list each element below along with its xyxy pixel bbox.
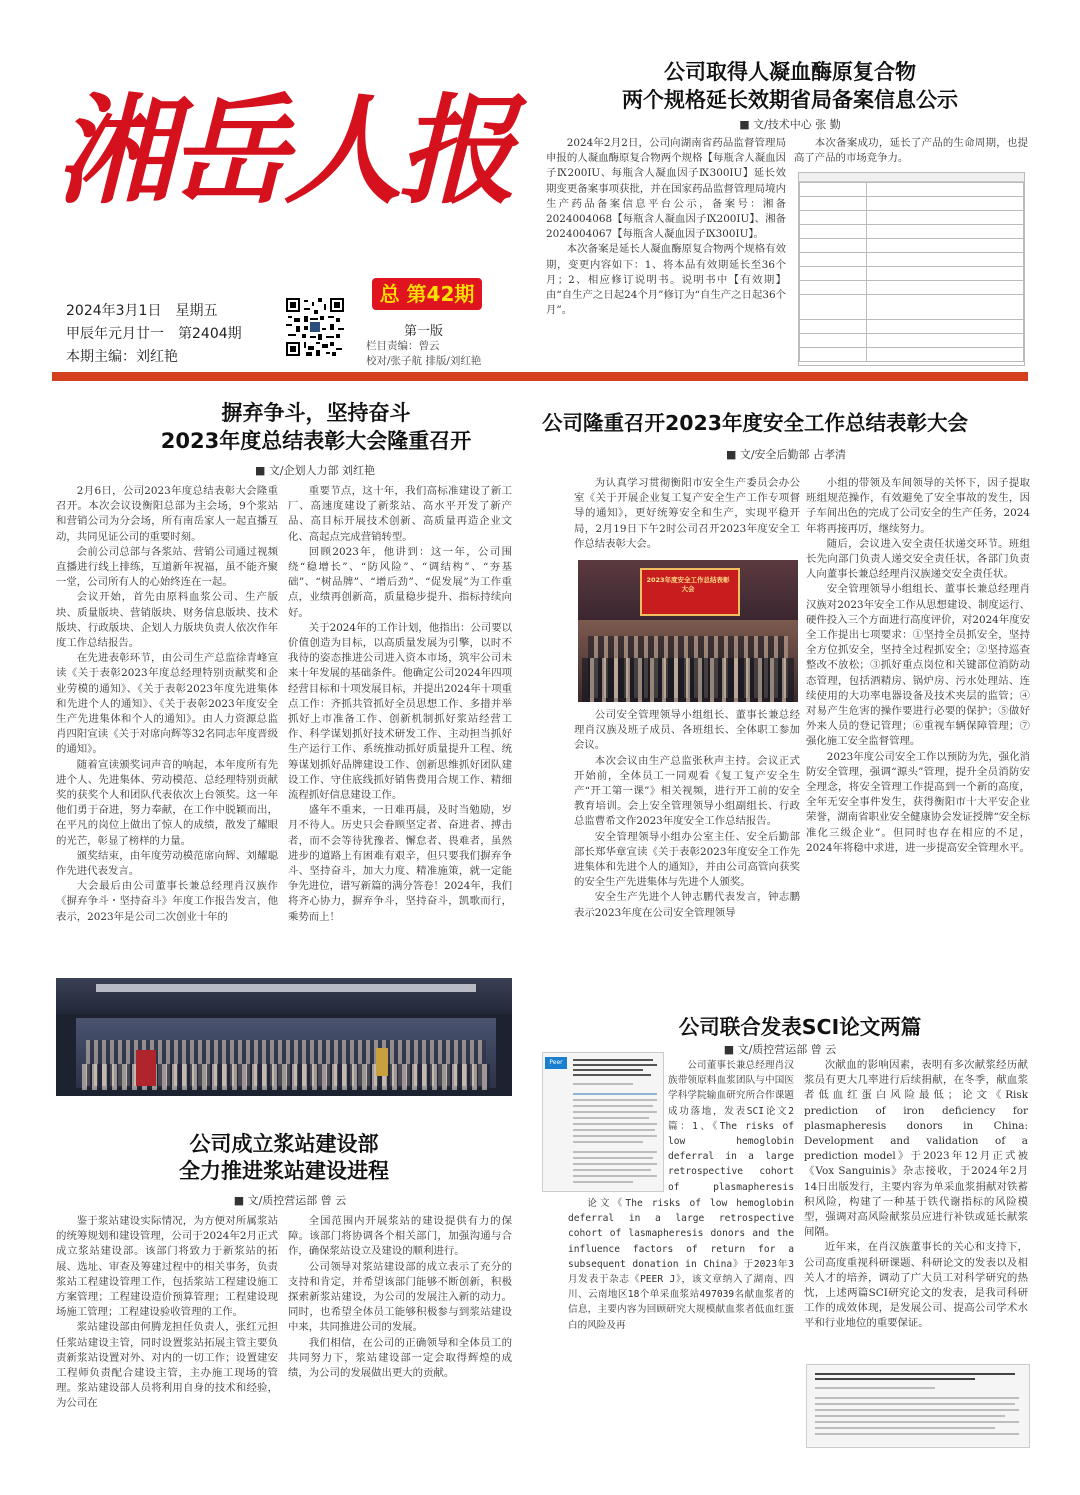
safety-col1-top: 为认真学习贯彻衡阳市安全生产委员会办公室《关于开展企业复工复产安全生产工作专项督导的通知》，更好统筹安全和生产，实现平稳开局，2月19日下午2时公司召开2023年度安全工作总结表彰大会。 (574, 477, 800, 550)
page-number: 第一版 (404, 324, 444, 339)
sci-col1: 公司董事长兼总经理肖汉族带领原料血浆团队与中国医学科学院输血研究所合作课题成功落地，发表SCI论文2篇：1、《The risks of low hemoglobin deferral in a large retrospective cohort of plasmapheresis (668, 1060, 794, 1193)
column-editor: 栏目责编：曾云 (366, 340, 440, 352)
stage-screen-text: 2023年度安全工作总结表彰大会 (646, 576, 730, 593)
safety-meeting-photo (578, 560, 798, 702)
safety-byline: ■ 文/安全后勤部 占孝清 (725, 448, 847, 461)
article-body-left: 2024年2月2日，公司向湖南省药品监督管理局申报的人凝血酶原复合物两个规格【每瓶含人凝血因子Ⅸ200IU、每瓶含人凝血因子Ⅸ300IU】延长效期变更备案事项获批，并在国家药品监督管理局境内生产药品备案信息平台公示，备案号：湘备2024004068【每瓶含人凝血因子Ⅸ200IU】、湘备2024004067【每瓶含人凝血因子Ⅸ300IU】。 本次备案是延长人凝血酶原复合物两个规格有效期，变更内容如下：1、将本品有效期延长至36个月；2、相应修订说明书。说明书中【有效期】由“自生产之日起24个月”修订为“自生产之日起36个月”。 (546, 137, 786, 317)
summary-byline: ■ 文/企划人力部 刘红艳 (254, 464, 376, 477)
safety-col1-bottom: 公司安全管理领导小组组长、董事长兼总经理肖汉族及班子成员、各班组长、全体职工参加会议。 本次会议由生产总监张秋声主持。会议正式开始前，全体员工一同观看《复工复产安全生产“开工第一课”》相关视频，进行开工前的安全教育培训。会上安全管理领导小组副组长、行政总监曹希文作2023年度安全工作总结报告。 安全管理领导小组办公室主任、安全后勤部部长郑华章宣读《关于表彰2023年度安全工作先进集体和先进个人的通知》，并由公司高管向获奖的安全生产先进集体与先进个人颁奖。 安全生产先进个人钟志鹏代表发言，钟志鹏表示2023年度在公司安全管理领导 (574, 709, 800, 919)
summary-col1: 2月6日，公司2023年度总结表彰大会隆重召开。本次会议设衡阳总部为主会场，9个浆站和营销公司为分会场，所有南岳家人一起直播互动，共同见证公司的重要时刻。 会前公司总部与各浆站、营销公司通过视频直播进行线上排练，互道新年祝福，虽不能齐聚一堂，公司所有人的心始终连在一起。 会议开始，首先由原料血浆公司、生产版块、质量版块、营销版块、财务信息版块、技术版块、行政版块、企划人力版块负责人依次作年度工作总结报告。 在先进表彰环节，由公司生产总监徐青峰宣读《关于表彰2023年度总经理特别贡献奖和企业劳模的通知》、《关于表彰2023年度先进集体和先进个人的通知》、《关于表彰2023年度安全生产先进集体和个人的通知》。由人力资源总监肖四阳宣读《关于对席向辉等32名同志年度晋级的通知》。 随着宣读颁奖词声音的响起，本年度所有先进个人、先进集体、劳动模范、总经理特别贡献奖的获奖个人和团队代表依次上台领奖。这一年他们勇于奋进，努力奉献，在工作中脱颖而出，在平凡的岗位上做出了惊人的成绩，散发了耀眼的光芒，彰显了榜样的力量。 颁奖结束，由年度劳动模范席向辉、刘耀聪作先进代表发言。 大会最后由公司董事长兼总经理肖汉族作《摒弃争斗・坚持奋斗》年度工作报告发言，他表示，2023年是公司二次创业十年的 (56, 485, 278, 923)
chief-editor: 本期主编：刘红艳 (66, 349, 178, 365)
article-byline: ■ 文/技术中心 张 勤 (739, 118, 841, 131)
paper-thumbnail (542, 1052, 664, 1192)
sci-col2: 次献血的影响因素，表明有多次献浆经历献浆员有更大几率进行后续捐献，在冬季，献血浆者低血红蛋白风险最低；论文《Risk prediction of iron deficiency for plasmapheresis donors in China: Development and validation of a prediction model》于2023年12月正式被《Vox Sanguinis》杂志接收，于2024年2月14日出版发行，主要内容为单采血浆捐献对铁蓄积风险，构建了一种基于铁代谢指标的风险模型，强调对高风险献浆员应进行补铁或延长献浆间隔。 近年来，在肖汉族董事长的关心和支持下，公司高度重视科研课题、科研论文的发表以及相关人才的培养，调动了广大员工对科学研究的热忱，上述两篇SCI研究论文的发表，是我司科研工作的成效体现，是发展公司、提高公司学术水平和行业地位的重要保证。 (804, 1059, 1028, 1330)
qr-code (286, 298, 344, 356)
journal-tag: Peer (545, 1057, 567, 1069)
station-col1: 鉴于浆站建设实际情况，为方便对所属浆站的统筹规划和建设管理，公司于2024年2月正式成立浆站建设部。该部门将致力于新浆站的拓展、选址、审查及筹建过程中的相关事务，负责浆站工程建设管理工作，包括浆站工程建设施工方案管理；工程建设造价预算管理；工程建设现场施工管理；工程建设验收管理的工作。 浆站建设部由何腾龙担任负责人，张红元担任浆站建设主管，同时设置浆站拓展主管主要负责新浆站设置对外、对内的一切工作；设置建安工程师负责配合建设主管，主办施工现场的管理。浆站建设部人员将利用自身的技术和经验，为公司在 (56, 1215, 278, 1410)
meeting-hall-photo (56, 978, 512, 1096)
summary-title-line1: 摒弃争斗，坚持奋斗 (221, 401, 411, 425)
sci-col1-lower: 论文《The risks of low hemoglobin deferral in a large retrospective cohort of lasmapheresis donors and the influence factors of return for a subsequent donation in China》于2023年3月发表于杂志《PEER J》，该文章纳入了湖南、四川、云南地区18个单采血浆站497039名献血浆者的信息，主要内容为回顾研究大规模献血浆者低血红蛋白的风险及再 (568, 1198, 794, 1331)
paper-thumbnail-2 (806, 1364, 1030, 1448)
station-title-line2: 全力推进浆站建设进程 (179, 1159, 389, 1183)
summary-col2: 重要节点，这十年，我们高标准建设了新工厂、高速度建设了新浆站、高水平开发了新产品、高目标开展技术创新、高质量再造企业文化、高起点完成营销转型。 回顾2023年，他讲到：这一年，公司围绕“稳增长”、“防风险”、“调结构”、“夯基础”、“树品牌”、“增后劲”、“促发展”为工作重点，业绩再创新高，质量稳步提升、指标持续向好。 关于2024年的工作计划，他指出：公司要以价值创造为目标，以高质量发展为引擎，以时不我待的姿态推进公司进入资本市场，筑牢公司未来十年发展的基础条件。他确定公司2024年四项经营目标和十项发展目标，并提出2024年十项重点工作：齐抓共管抓好全员思想工作、多措并举抓好上市准备工作、创新机制抓好浆站经营工作、科学谋划抓好技术研发工作、主动担当抓好生产运行工作、系统推动抓好质量提升工程、统筹谋划抓好品牌建设工作、创新思维抓好团队建设工作、守住底线抓好销售费用合规工作、精细流程抓好信息建设工作。 盛年不重来，一日难再晨，及时当勉励，岁月不待人。历史只会眷顾坚定者、奋进者、搏击者，而不会等待犹豫者、懈怠者、畏难者，虽然进步的道路上有困难有艰辛，但只要我们摒弃争斗、坚持奋斗，加大力度、精准施策，就一定能争先进位，谱写新篇的满分答卷！2024年，我们将齐心协力，摒弃争斗，坚持奋斗，凯歌而行，乘势而上！ (288, 485, 512, 923)
station-title-line1: 公司成立浆站建设部 (189, 1132, 379, 1156)
masthead-logo: 湘岳人报 (49, 81, 540, 220)
sci-byline: ■ 文/质控营运部 曾 云 (723, 1043, 837, 1056)
station-byline: ■ 文/质控营运部 曾 云 (233, 1194, 347, 1207)
article-body-right: 本次备案成功，延长了产品的生命周期，也提高了产品的市场竞争力。 (794, 137, 1028, 165)
station-col2: 全国范围内开展浆站的建设提供有力的保障。该部门将协调各个相关部门，加强沟通与合作，确保浆站设立及建设的顺利进行。 公司领导对浆站建设部的成立表示了充分的支持和肯定，并希望该部门能够不断创新，积极探索新浆站建设，为公司的发展注入新的动力。同时，也希望全体员工能够积极参与到浆站建设中来，共同推进公司的发展。 我们相信，在公司的正确领导和全体员工的共同努力下，浆站建设部一定会取得辉煌的成绩，为公司的发展做出更大的贡献。 (288, 1215, 512, 1380)
issue-lunar: 甲辰年元月廿一 第2404期 (66, 326, 242, 342)
registration-info-table (798, 172, 1025, 366)
article-title-line1: 公司取得人凝血酶原复合物 (664, 60, 916, 84)
safety-col2: 小组的带领及车间领导的关怀下，因子提取班组规范操作，有效避免了安全事故的发生，因子车间出色的完成了公司安全的生产任务，2024年将再接再厉，继续努力。 随后，会议进入安全责任状递交环节。班组长先向部门负责人递交安全责任状，各部门负责人向董事长兼总经理肖汉族递交安全责任状。 安全管理领导小组组长、董事长兼总经理肖汉族对2023年安全工作从思想建设、制度运行、硬件投入三个方面进行高度评价，对2024年度安全工作提出七项要求：①坚持全员抓安全，坚持全方位抓安全，坚持全过程抓安全；②坚持巡查整改不放松；③抓好重点岗位和关键部位消防动态管理，包括酒精房、锅炉房、污水处理站、连续使用的大功率电器设备及技术夹层的监管；④对易产生危害的操作要进行必要的保护；⑤做好外来人员的登记管理；⑥重视车辆保障管理；⑦强化施工安全监督管理。 2023年度公司安全工作以预防为先，强化消防安全管理，强调“源头”管理，提升全员消防安全理念，将安全管理工作提高到一个新的高度，全年无安全事件发生，获得衡阳市十大平安企业荣誉，湖南省职业安全健康协会发证授牌“安全标准化三级企业”。但同时也存在相应的不足，2024年将稳中求进，进一步提高安全管理水平。 (806, 477, 1030, 854)
issue-badge: 总 第42期 (372, 278, 482, 310)
issue-date: 2024年3月1日 星期五 (66, 303, 218, 319)
sci-title: 公司联合发表SCI论文两篇 (678, 1015, 922, 1039)
summary-title-line2: 2023年度总结表彰大会隆重召开 (160, 429, 472, 453)
safety-title: 公司隆重召开2023年度安全工作总结表彰大会 (542, 411, 969, 435)
article-title-line2: 两个规格延长效期省局备案信息公示 (622, 88, 958, 112)
header-rule (52, 372, 1028, 381)
proofreading-credit: 校对/张子航 排版/刘红艳 (366, 355, 482, 367)
